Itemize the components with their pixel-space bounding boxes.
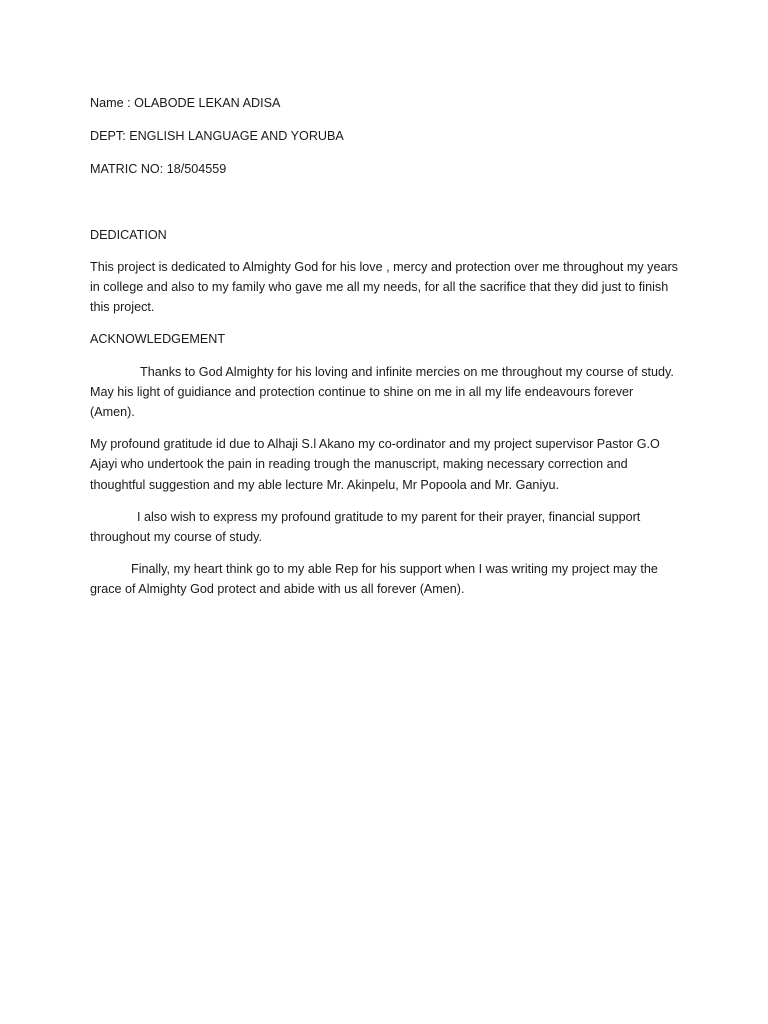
acknowledgement-heading: ACKNOWLEDGEMENT [90,332,226,347]
department-line: DEPT: ENGLISH LANGUAGE AND YORUBA [90,129,344,144]
dedication-paragraph: This project is dedicated to Almighty God for his love , mercy and protection over me throughout my years in college and also to my family who gave me all my needs, for all the sacrifice that they did just to finish this project. [90,259,678,315]
matric-number-line: MATRIC NO: 18/504559 [90,162,227,177]
acknowledgement-paragraph-3: I also wish to express my profound gratitude to my parent for their prayer, financial support throughout my course of study. [90,509,641,545]
student-name-line: Name : OLABODE LEKAN ADISA [90,96,281,110]
acknowledgement-paragraph-1: Thanks to God Almighty for his loving and infinite mercies on me throughout my course of study. May his light of guidiance and protection continue to shine on me in all my life endeavours forever (Amen). [90,364,674,420]
document-body [90,93,680,600]
acknowledgement-paragraph-2: My profound gratitude id due to Alhaji S.l Akano my co-ordinator and my project supervisor Pastor G.O Ajayi who undertook the pain in reading trough the manuscript, making necessary correction and thoughtful suggestion and my able lecture Mr. Akinpelu, Mr Popoola and Mr. Ganiyu. [90,437,660,492]
acknowledgement-paragraph-4: Finally, my heart think go to my able Rep for his support when I was writing my project may the grace of Almighty God protect and abide with us all forever (Amen). [90,562,658,597]
dedication-heading: DEDICATION [90,227,167,242]
